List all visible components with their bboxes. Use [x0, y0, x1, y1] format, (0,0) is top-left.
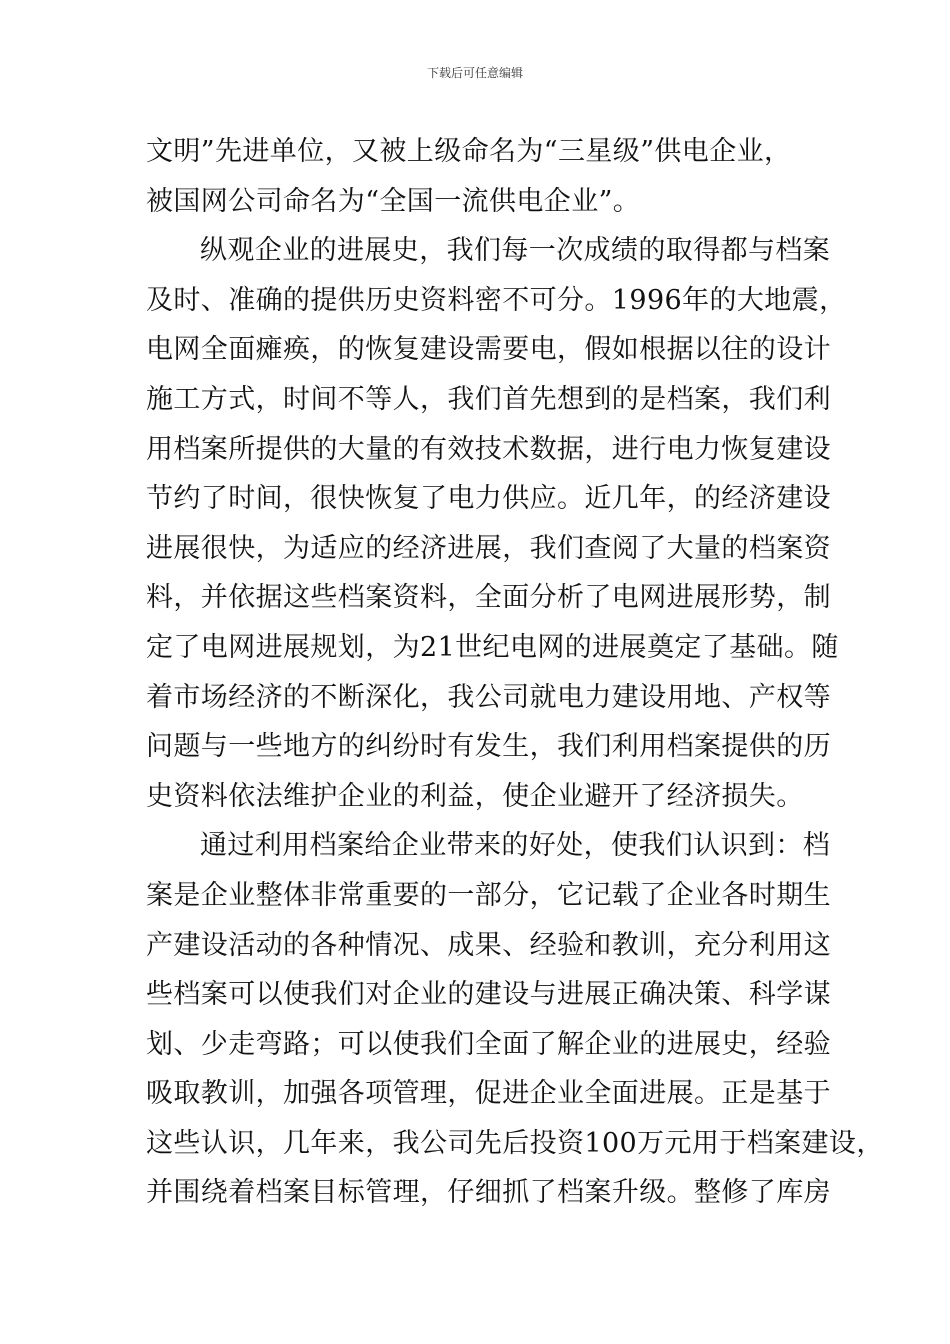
text-line: 并围绕着档案目标管理，仔细抓了档案升级。整修了库房: [146, 1177, 831, 1209]
document-body: [146, 127, 884, 1218]
text-line: 这些认识，几年来，我公司先后投资100万元用于档案建设，: [146, 1127, 884, 1159]
text-line: 定了电网进展规划，为21世纪电网的进展奠定了基础。随: [146, 631, 839, 663]
text-line: 文明”先进单位，又被上级命名为“三星级”供电企业，: [146, 136, 792, 167]
text-line: 划、少走弯路；可以使我们全面了解企业的进展史，经验: [146, 1028, 831, 1060]
text-line: 用档案所提供的大量的有效技术数据，进行电力恢复建设: [146, 433, 831, 465]
text-line: 问题与一些地方的纠纷时有发生，我们利用档案提供的历: [146, 731, 831, 763]
text-line: 料，并依据这些档案资料，全面分析了电网进展形势，制: [146, 582, 831, 614]
page-header: 下载后可任意编辑: [426, 66, 523, 80]
text-line: 进展很快，为适应的经济进展，我们查阅了大量的档案资: [146, 532, 831, 564]
text-line: 电网全面瘫痪，的恢复建设需要电，假如根据以往的设计: [146, 334, 831, 366]
text-line: 产建设活动的各种情况、成果、经验和教训，充分利用这: [146, 929, 831, 961]
text-line: 被国网公司命名为“全国一流供电企业”。: [146, 185, 641, 217]
text-line: 案是企业整体非常重要的一部分，它记载了企业各时期生: [146, 879, 831, 911]
text-line: 施工方式，时间不等人，我们首先想到的是档案，我们利: [146, 383, 831, 415]
paragraph-start-line: 通过利用档案给企业带来的好处，使我们认识到：档: [200, 830, 831, 862]
text-line: 着市场经济的不断深化，我公司就电力建设用地、产权等: [146, 681, 831, 713]
text-line: 史资料依法维护企业的利益，使企业避开了经济损失。: [146, 780, 804, 812]
text-line: 节约了时间，很快恢复了电力供应。近几年，的经济建设: [146, 483, 831, 515]
paragraph-start-line: 纵观企业的进展史，我们每一次成绩的取得都与档案: [200, 235, 831, 267]
text-line: 吸取教训，加强各项管理，促进企业全面进展。正是基于: [146, 1078, 831, 1110]
text-line: 及时、准确的提供历史资料密不可分。1996年的大地震，: [146, 284, 847, 316]
text-line: 些档案可以使我们对企业的建设与进展正确决策、科学谋: [146, 979, 831, 1011]
